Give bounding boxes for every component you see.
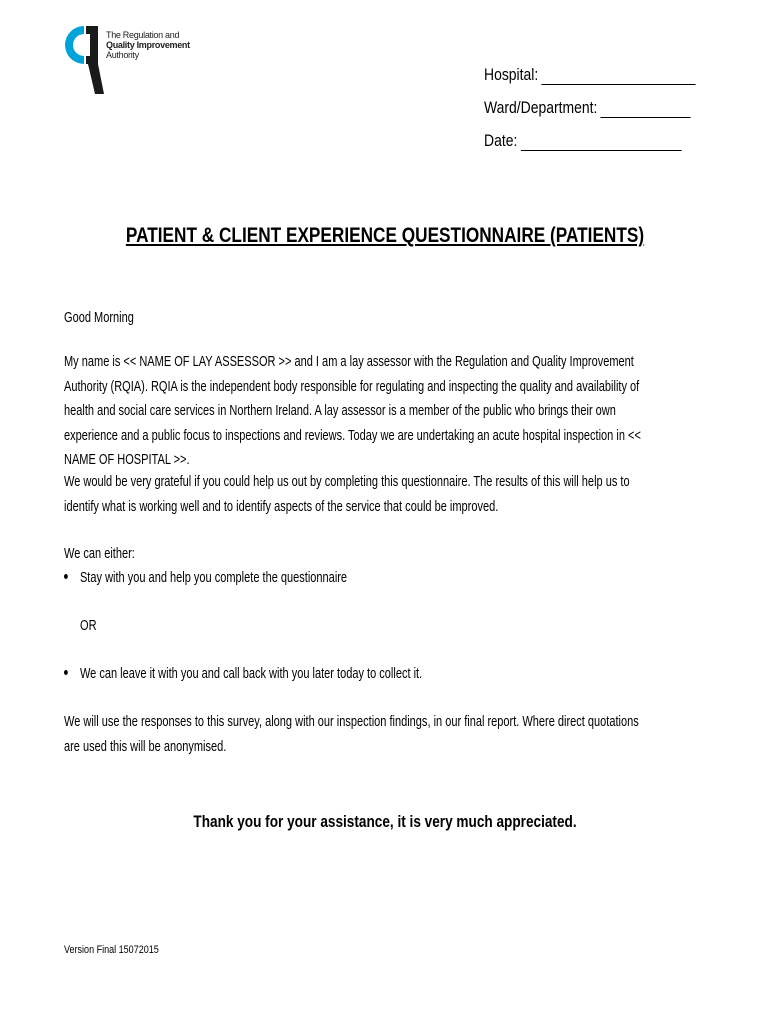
request-text: We would be very grateful if you could help us out by completing this questionnaire. The results of this will help us to identify what is working well and to identify aspects of the service that could be improved. — [64, 474, 630, 515]
date-label: Date: — [484, 131, 518, 150]
thank-you-note: Thank you for your assistance, it is very much appreciated. — [193, 812, 577, 831]
or-separator — [80, 614, 665, 639]
intro-text: My name is << NAME OF LAY ASSESSOR >> and I am a lay assessor with the Regulation and Quality Improvement Authority (RQIA). RQIA is the independent body responsible for regulating and inspecting the quality and availability of health and social care services in Northern Ireland. A lay assessor is a member of the public who brings their own experience and a public focus to inspections and reviews. Today we are undertaking an acute hospital inspection in << NAME OF HOSPITAL >>. — [64, 354, 641, 468]
greeting-text: Good Morning — [64, 310, 134, 326]
option-1 — [64, 566, 347, 590]
or-text: OR — [80, 618, 97, 634]
hospital-line[interactable] — [542, 66, 696, 85]
option-2-text: We can leave it with you and call back with you later today to collect it. — [79, 666, 423, 682]
logo-line-2: Quality Improvement — [106, 40, 190, 50]
hospital-label: Hospital: — [484, 65, 539, 84]
options-intro-text: We can either: — [64, 546, 135, 562]
option-2 — [64, 662, 422, 686]
ward-label: Ward/Department: — [484, 98, 598, 117]
ward-field[interactable] — [484, 85, 660, 118]
closing-paragraph — [64, 710, 649, 759]
hospital-field[interactable] — [484, 52, 660, 85]
date-line[interactable] — [521, 132, 682, 151]
page-title: PATIENT & CLIENT EXPERIENCE QUESTIONNAIRE (PATIENTS) — [125, 224, 645, 247]
intro-paragraph — [64, 350, 649, 473]
version-footer: Version Final 15072015 — [64, 944, 159, 956]
logo-line-1: The Regulation and — [106, 30, 180, 40]
bullet-icon — [64, 574, 68, 579]
closing-text: We will use the responses to this survey, along with our inspection findings, in our final report. Where direct quotations are used this will be anonymised. — [64, 714, 639, 755]
date-field[interactable] — [484, 118, 660, 151]
ward-line[interactable] — [601, 99, 691, 118]
rqia-logo-mark — [64, 24, 104, 96]
logo-wordmark — [106, 30, 216, 60]
options-intro — [64, 542, 649, 567]
header-fields — [484, 52, 660, 151]
bullet-icon — [64, 670, 68, 675]
greeting — [64, 306, 649, 331]
option-1-text: Stay with you and help you complete the questionnaire — [79, 570, 348, 586]
request-paragraph — [64, 470, 649, 519]
rqia-logo — [64, 24, 214, 96]
logo-line-3: Authority — [106, 50, 139, 60]
